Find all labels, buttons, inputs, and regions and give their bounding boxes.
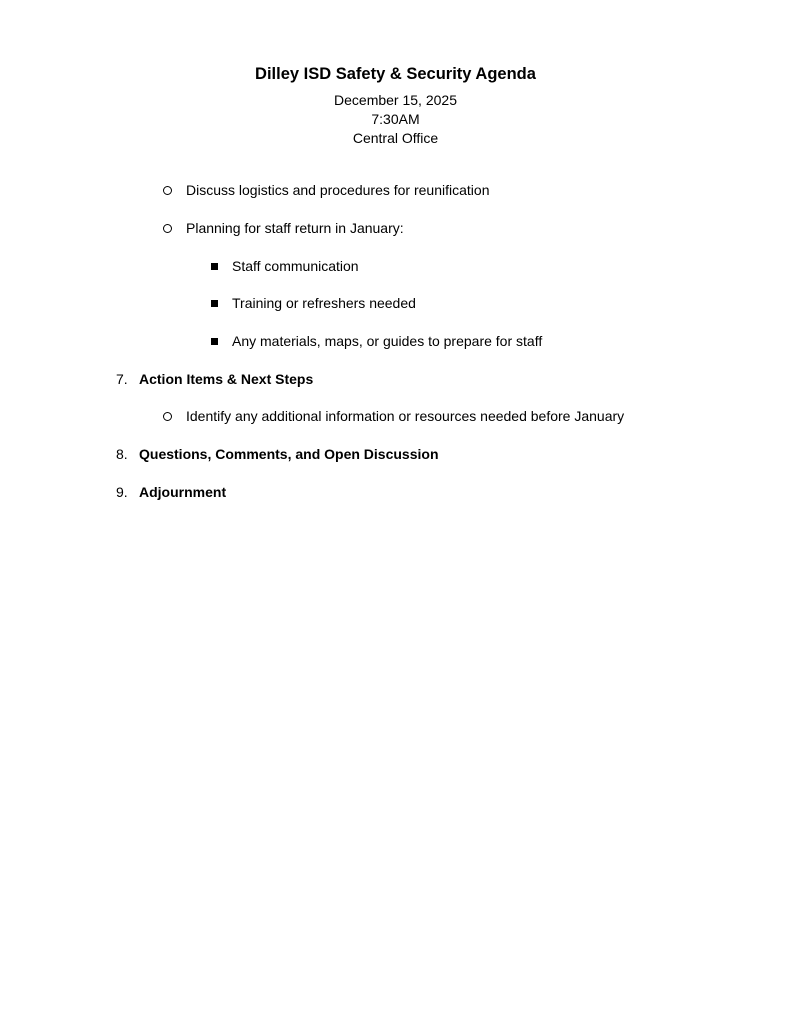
circle-bullet-icon — [163, 186, 172, 195]
list-item: Training or refreshers needed — [232, 295, 416, 311]
meeting-date: December 15, 2025 — [334, 92, 457, 108]
item-number: 8. — [116, 446, 128, 462]
square-bullet-icon — [211, 300, 218, 307]
item-number: 9. — [116, 484, 128, 500]
meeting-time: 7:30AM — [371, 111, 420, 127]
list-item: Any materials, maps, or guides to prepare for staff — [232, 333, 543, 349]
agenda-item-heading: Adjournment — [139, 484, 227, 500]
list-item: Discuss logistics and procedures for reunification — [186, 182, 490, 198]
square-bullet-icon — [211, 263, 218, 270]
circle-bullet-icon — [163, 224, 172, 233]
list-item: Staff communication — [232, 258, 359, 274]
agenda-item-heading: Action Items & Next Steps — [139, 371, 314, 387]
square-bullet-icon — [211, 338, 218, 345]
list-item: Identify any additional information or resources needed before January — [186, 408, 625, 424]
meeting-location: Central Office — [352, 130, 439, 146]
agenda-item-heading: Questions, Comments, and Open Discussion — [139, 446, 439, 462]
list-item: Planning for staff return in January: — [186, 220, 404, 236]
item-number: 7. — [116, 371, 128, 387]
page-title: Dilley ISD Safety & Security Agenda — [255, 65, 536, 83]
circle-bullet-icon — [163, 412, 172, 421]
